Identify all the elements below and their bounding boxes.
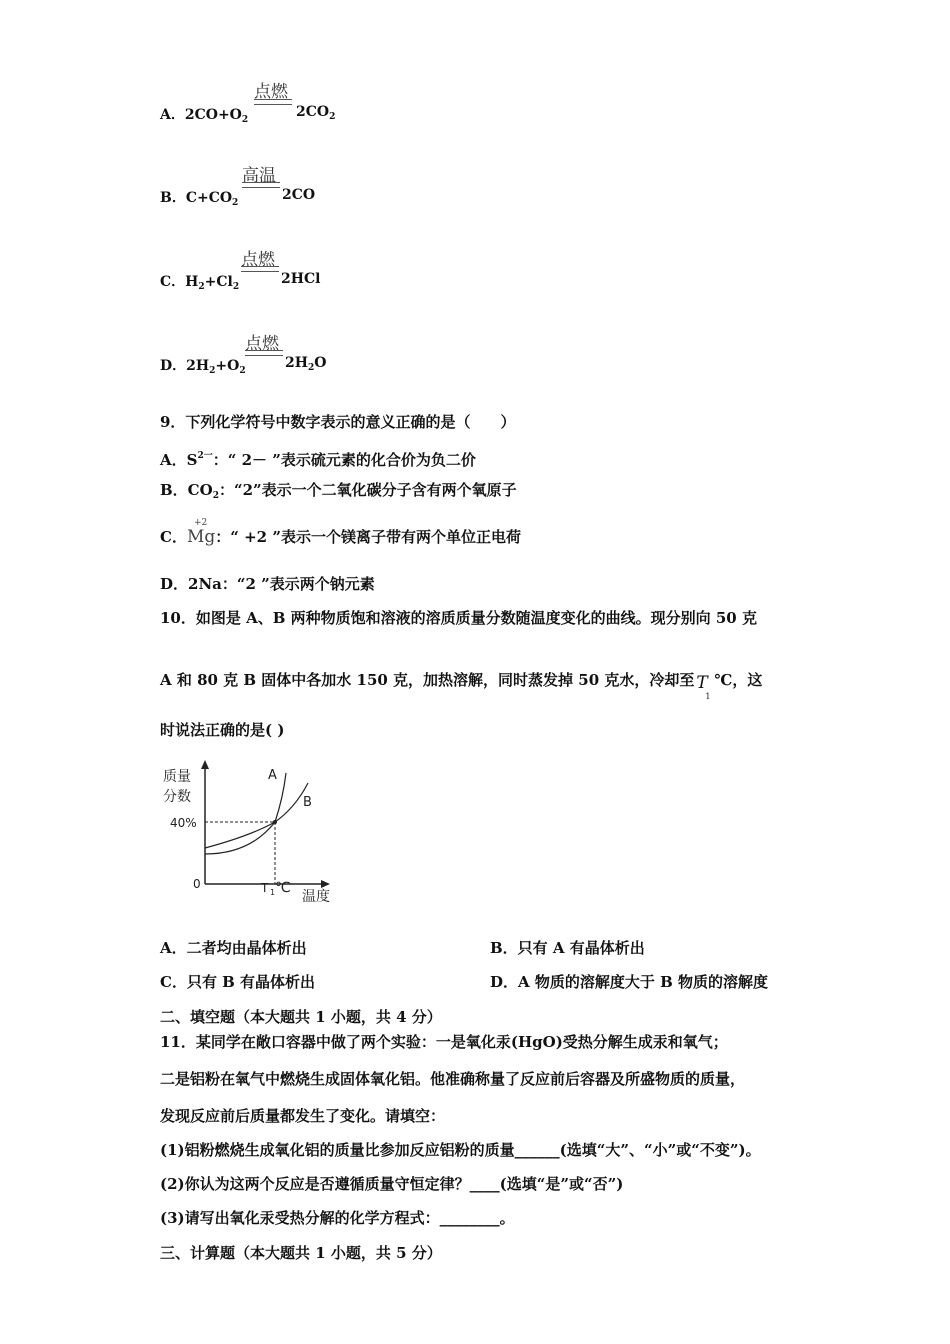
- products: 2CO: [282, 187, 316, 203]
- question-10-option-a: A．二者均由晶体析出: [160, 939, 307, 957]
- subscript: 2: [232, 282, 240, 292]
- line-text: A 和 80 克 B 固体中各加水 150 克，加热溶解，同时蒸发掉 50 克水，冷却至: [160, 671, 695, 689]
- product-tail: O: [314, 355, 327, 371]
- valence-mark: +2: [193, 518, 208, 528]
- equals-sign: [254, 99, 292, 105]
- line-text-end: ℃，这: [714, 671, 763, 689]
- reactants: C．H: [160, 274, 199, 290]
- question-11-line-3: 发现反应前后质量都发生了变化。请填空：: [160, 1107, 446, 1125]
- series-label-a: A: [268, 768, 277, 783]
- question-10-option-b: B．只有 A 有晶体析出: [490, 939, 645, 957]
- reactants: D．2H: [160, 358, 210, 374]
- question-10-line-1: 10．如图是 A、B 两种物质饱和溶液的溶质质量分数随温度变化的曲线。现分别向 50 克: [160, 609, 757, 627]
- condition-label: 点燃: [241, 250, 275, 270]
- question-9-option-a: [160, 446, 476, 470]
- reactant-2: +O: [215, 358, 240, 374]
- subscript: 2: [241, 115, 249, 125]
- subscript: 2: [198, 282, 205, 292]
- question-10-line-2: [160, 670, 763, 701]
- question-10-option-c: C．只有 B 有晶体析出: [160, 973, 316, 991]
- superscript: 2一: [197, 451, 213, 461]
- mg-symbol: [186, 518, 216, 547]
- question-11-line-2: 二是铝粉在氧气中燃烧生成固体氧化铝。他准确称量了反应前后容器及所盛物质的质量，: [160, 1070, 746, 1088]
- question-9-option-d: D．2Na：“2 ”表示两个钠元素: [160, 575, 375, 593]
- products: 2CO: [296, 104, 330, 120]
- y-axis-label-1: 质量: [163, 769, 191, 785]
- equals-sign: [242, 182, 280, 188]
- section-3-title: 三、计算题（本大题共 1 小题，共 5 分）: [160, 1244, 442, 1262]
- subscript: 2: [329, 112, 336, 122]
- question-9-option-b: [160, 480, 517, 506]
- t-subscript: 1: [705, 692, 711, 701]
- x-tick-sub: 1: [270, 888, 276, 897]
- y-axis-arrow: [201, 760, 209, 769]
- question-10-option-d: D．A 物质的溶解度大于 B 物质的溶解度: [490, 973, 768, 991]
- subscript: 2: [239, 366, 246, 376]
- equals-sign: [241, 266, 279, 272]
- option-text: ：“ 2－ ”表示硫元素的化合价为负二价: [212, 451, 476, 469]
- x-axis-arrow: [321, 880, 330, 888]
- condition-label: 点燃: [254, 82, 288, 102]
- section-2-title: 二、填空题（本大题共 1 小题，共 4 分）: [160, 1008, 442, 1026]
- series-label-b: B: [303, 795, 312, 810]
- solubility-chart: [155, 758, 355, 908]
- equals-sign: [245, 350, 283, 356]
- condition-label: 点燃: [245, 334, 279, 354]
- reactants: A．2CO+O: [160, 107, 242, 123]
- subscript: 2: [212, 491, 219, 501]
- question-10-line-3: 时说法正确的是( ): [160, 721, 285, 739]
- option-prefix: C．: [160, 528, 187, 546]
- origin-label: 0: [193, 877, 201, 891]
- subscript: 2: [209, 366, 216, 376]
- x-tick-t: T: [261, 881, 269, 895]
- y-axis-label-2: 分数: [163, 789, 191, 805]
- question-11-part-3: (3)请写出氧化汞受热分解的化学方程式：________。: [160, 1209, 515, 1227]
- reactants: B．C+CO: [160, 190, 233, 206]
- curve-b: [205, 783, 308, 848]
- question-11-part-2: (2)你认为这两个反应是否遵循质量守恒定律？____(选填“是”或“否”): [160, 1175, 624, 1193]
- subscript: 2: [232, 198, 239, 208]
- x-tick-unit: ℃: [275, 880, 291, 896]
- question-9-stem: 9．下列化学符号中数字表示的意义正确的是（ ）: [160, 413, 516, 431]
- condition-label: 高温: [242, 166, 276, 186]
- y-tick-label: 40%: [170, 816, 197, 830]
- x-axis-label: 温度: [302, 889, 330, 905]
- question-9-option-c: [160, 518, 521, 547]
- subscript: 2: [307, 363, 315, 373]
- option-text: ：“ +2 ”表示一个镁离子带有两个单位正电荷: [215, 528, 521, 546]
- t-letter: T: [696, 673, 708, 693]
- reactant-2: +Cl: [204, 274, 233, 290]
- option-prefix: A．S: [160, 451, 198, 469]
- curve-a: [205, 773, 286, 854]
- intersection-point: [273, 820, 277, 824]
- question-11-part-1: (1)铝粉燃烧生成氧化铝的质量比参加反应铝粉的质量______(选填“大”、“小”或“不变”)。: [160, 1141, 761, 1159]
- option-prefix: B．CO: [160, 481, 213, 499]
- products: 2H: [285, 355, 308, 371]
- element-symbol: Mg: [186, 527, 216, 547]
- products: 2HCl: [281, 271, 321, 287]
- option-text: ：“2”表示一个二氧化碳分子含有两个氧原子: [218, 481, 517, 499]
- question-11-line-1: 11．某同学在敞口容器中做了两个实验：一是氧化汞(HgO)受热分解生成汞和氧气；: [160, 1033, 728, 1051]
